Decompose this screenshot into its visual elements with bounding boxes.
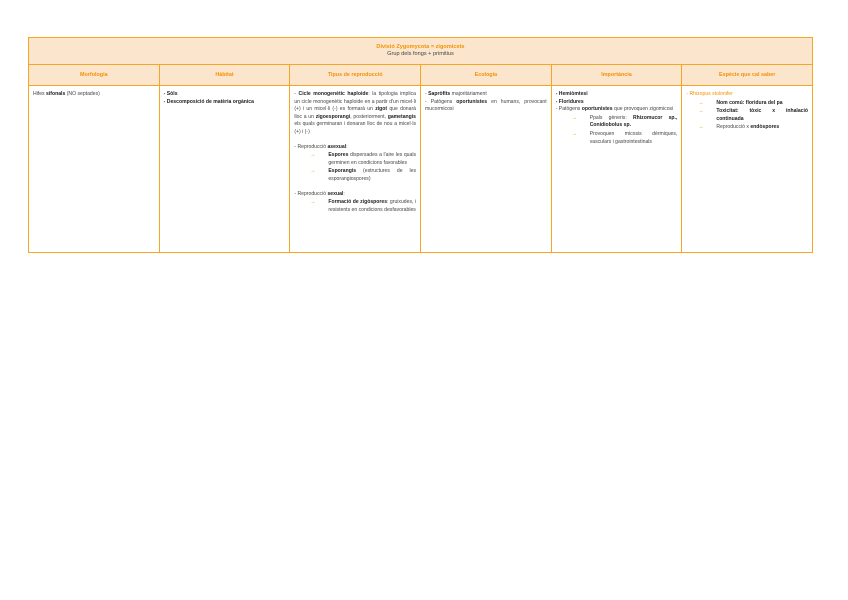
table-subtitle: Grup dels fongs + primitius: [387, 51, 454, 57]
list-item: → Provoquen micosis dèrmiques, vasculars i gastrointestinals: [571, 130, 678, 145]
cell-morfologia: Hifes sifonals (NO septades): [29, 86, 160, 252]
cell-especie: [682, 86, 812, 252]
arrow-right-icon: →: [310, 168, 316, 175]
arrow-right-icon: →: [698, 99, 704, 106]
cell-ecologia: [421, 86, 552, 252]
body-row: [29, 86, 812, 252]
species-name: - Rhizopus stolonifer: [686, 91, 733, 97]
arrow-right-icon: →: [310, 199, 316, 206]
sexual-heading: - Reproducció sexual:: [294, 190, 345, 197]
list-item: → Formació de zigòspores: gruixudes, i resistents en condicions desfavorables: [310, 199, 417, 213]
list-item: → Esporangis (estructures de les esporangiospores): [310, 168, 417, 182]
habitat-line: - Descomposició de matèria orgànica: [163, 98, 254, 105]
cell-importancia: [552, 86, 683, 252]
list-item: → Ppals gèneris: Rhizomucor sp., Conidiobolus sp.: [571, 114, 678, 129]
zygomycota-table: [28, 37, 813, 253]
list-item: → Toxicitat: tòxic x inhalació continuada: [698, 108, 809, 122]
header-reproduccio: Tipus de reproducció: [290, 65, 421, 85]
cell-reproduccio: [290, 86, 421, 252]
list-item: → Reproducció x endòspores: [698, 124, 780, 131]
arrow-right-icon: →: [698, 124, 704, 131]
list-item: → Nom comú: floridura del pa: [698, 99, 783, 106]
cycle-paragraph: - Cicle monogenètic haploide: la tipologia implica un cicle monogenètic haploide en a partir d'un micel·li (+) i un micel·li (-) es formarà un zigot que donarà lloc a un zigoesporangi, posteriorment, gametangis els quals germinaran i donaran lloc de nou a micel·ls (+) i (-): [294, 91, 417, 135]
header-morfologia: Morfologia: [29, 65, 160, 85]
importancia-line: - Patògens oportunistes que provoquen zigomicosi: [555, 106, 674, 113]
table-title-band: [29, 38, 812, 65]
header-especie: Espècie que cal saber: [719, 72, 776, 78]
header-habitat: Hàbitat: [160, 65, 291, 85]
cell-habitat: [160, 86, 291, 252]
arrow-right-icon: →: [571, 130, 577, 137]
header-importancia: Importància: [552, 65, 683, 85]
table-title: Divisió Zygomycota = zigomicets: [376, 44, 465, 50]
arrow-right-icon: →: [310, 152, 316, 159]
ecologia-line: - Sapròfits majoritàriament: [425, 91, 487, 97]
header-row: [29, 65, 812, 86]
habitat-line: - Sòls: [163, 91, 178, 97]
arrow-right-icon: →: [571, 114, 577, 121]
arrow-right-icon: →: [698, 108, 704, 115]
list-item: → Espores dispersades a l'aire les quals germinen en condicions favorables: [310, 152, 417, 166]
ecologia-line: - Patògens oportunistes en humans, provocant mucormicosi: [425, 98, 547, 113]
asexual-heading: - Reproducció asexual:: [294, 143, 348, 150]
importancia-line: - Hemiòmtesi: [555, 91, 588, 97]
header-ecologia: Ecologia: [421, 65, 552, 85]
importancia-line: - Floridures: [555, 98, 584, 105]
